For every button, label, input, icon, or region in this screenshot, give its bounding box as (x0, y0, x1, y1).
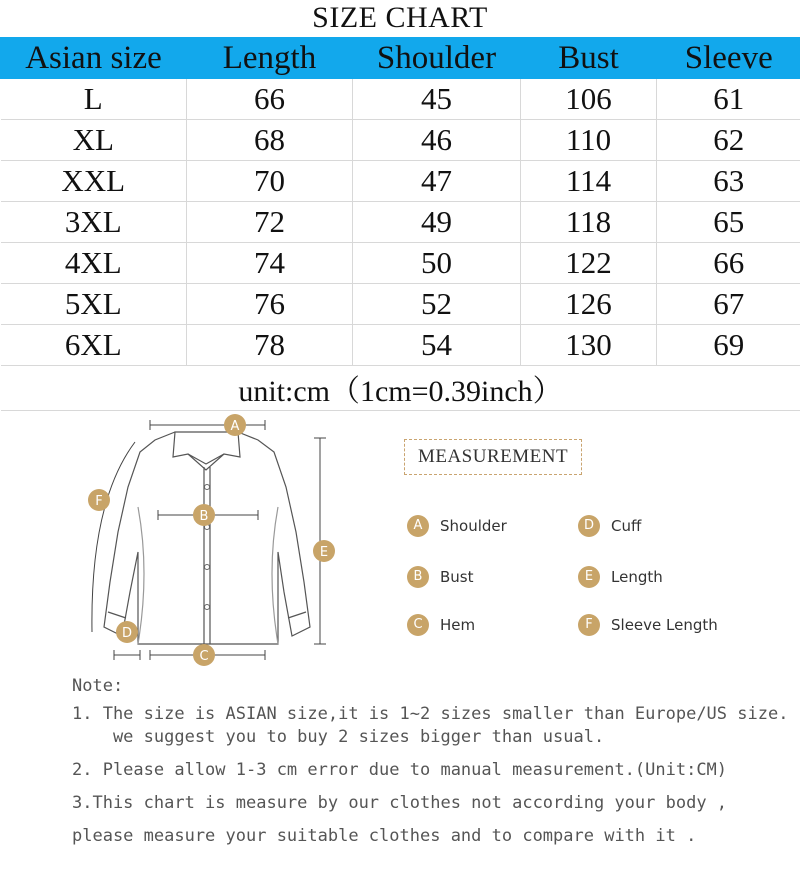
badge-d-icon: D (578, 515, 600, 537)
table-cell: XXL (1, 161, 187, 202)
table-cell: 114 (521, 161, 657, 202)
badge-b-icon: B (407, 566, 429, 588)
table-cell: 126 (521, 284, 657, 325)
header-asian-size: Asian size (1, 37, 187, 79)
table-cell: XL (1, 120, 187, 161)
table-cell: 66 (657, 243, 800, 284)
table-cell: 106 (521, 79, 657, 120)
note-line: 2. Please allow 1-3 cm error due to manual measurement.(Unit:CM) (72, 760, 728, 780)
table-cell: 78 (187, 325, 353, 366)
header-length: Length (187, 37, 353, 79)
table-cell: 5XL (1, 284, 187, 325)
legend-item-shoulder (407, 515, 507, 537)
table-cell: 50 (353, 243, 521, 284)
table-cell: 65 (657, 202, 800, 243)
marker-b: B (199, 509, 209, 524)
table-row (1, 325, 800, 366)
table-row (1, 79, 800, 120)
legend-label: Length (611, 568, 663, 586)
table-cell: 46 (353, 120, 521, 161)
table-cell: 70 (187, 161, 353, 202)
header-bust: Bust (521, 37, 657, 79)
table-cell: 45 (353, 79, 521, 120)
table-cell: 122 (521, 243, 657, 284)
unit-note: unit:cm（1cm=0.39inch） (1, 366, 800, 411)
legend-item-sleeve-length (578, 614, 718, 636)
table-cell: 61 (657, 79, 800, 120)
table-cell: 52 (353, 284, 521, 325)
legend-item-bust (407, 566, 474, 588)
legend-item-length (578, 566, 663, 588)
table-cell: 54 (353, 325, 521, 366)
legend-label: Cuff (611, 517, 642, 535)
table-cell: 118 (521, 202, 657, 243)
shirt-illustration (70, 412, 360, 672)
table-cell: 49 (353, 202, 521, 243)
table-cell: 4XL (1, 243, 187, 284)
table-cell: 47 (353, 161, 521, 202)
table-row (1, 243, 800, 284)
note-line: we suggest you to buy 2 sizes bigger than usual. (72, 727, 605, 747)
legend-item-hem (407, 614, 475, 636)
table-row (1, 120, 800, 161)
marker-e: E (319, 545, 329, 560)
badge-a-icon: A (407, 515, 429, 537)
chart-title: SIZE CHART (312, 1, 488, 34)
table-cell: 63 (657, 161, 800, 202)
marker-d: D (121, 626, 133, 641)
table-cell: 68 (187, 120, 353, 161)
table-header-row (1, 37, 800, 79)
legend-label: Shoulder (440, 517, 507, 535)
legend-label: Bust (440, 568, 474, 586)
measurement-title: MEASUREMENT (404, 439, 582, 475)
table-cell: 110 (521, 120, 657, 161)
table-cell: 66 (187, 79, 353, 120)
legend-label: Hem (440, 616, 476, 634)
header-sleeve: Sleeve (657, 37, 800, 79)
note-line: please measure your suitable clothes and to compare with it . (72, 826, 697, 846)
table-cell: L (1, 79, 187, 120)
header-shoulder: Shoulder (353, 37, 521, 79)
note-line: 3.This chart is measure by our clothes not according your body , (72, 793, 728, 813)
legend-label: Sleeve Length (611, 616, 718, 634)
table-cell: 76 (187, 284, 353, 325)
table-cell: 67 (657, 284, 800, 325)
table-cell: 6XL (1, 325, 187, 366)
badge-c-icon: C (407, 614, 429, 636)
badge-e-icon: E (578, 566, 600, 588)
marker-c: C (199, 649, 209, 664)
table-cell: 3XL (1, 202, 187, 243)
badge-f-icon: F (578, 614, 600, 636)
legend-item-cuff (578, 515, 641, 537)
table-row (1, 284, 800, 325)
table-row (1, 161, 800, 202)
table-row (1, 202, 800, 243)
table-cell: 72 (187, 202, 353, 243)
marker-a: A (230, 419, 240, 434)
table-cell: 62 (657, 120, 800, 161)
table-cell: 69 (657, 325, 800, 366)
size-table (0, 37, 800, 411)
marker-f: F (95, 494, 103, 509)
unit-row (1, 366, 800, 411)
table-cell: 130 (521, 325, 657, 366)
note-line: 1. The size is ASIAN size,it is 1~2 sizes smaller than Europe/US size. (72, 704, 789, 724)
shirt-diagram (70, 412, 360, 672)
table-cell: 74 (187, 243, 353, 284)
notes-heading: Note: (72, 676, 124, 696)
